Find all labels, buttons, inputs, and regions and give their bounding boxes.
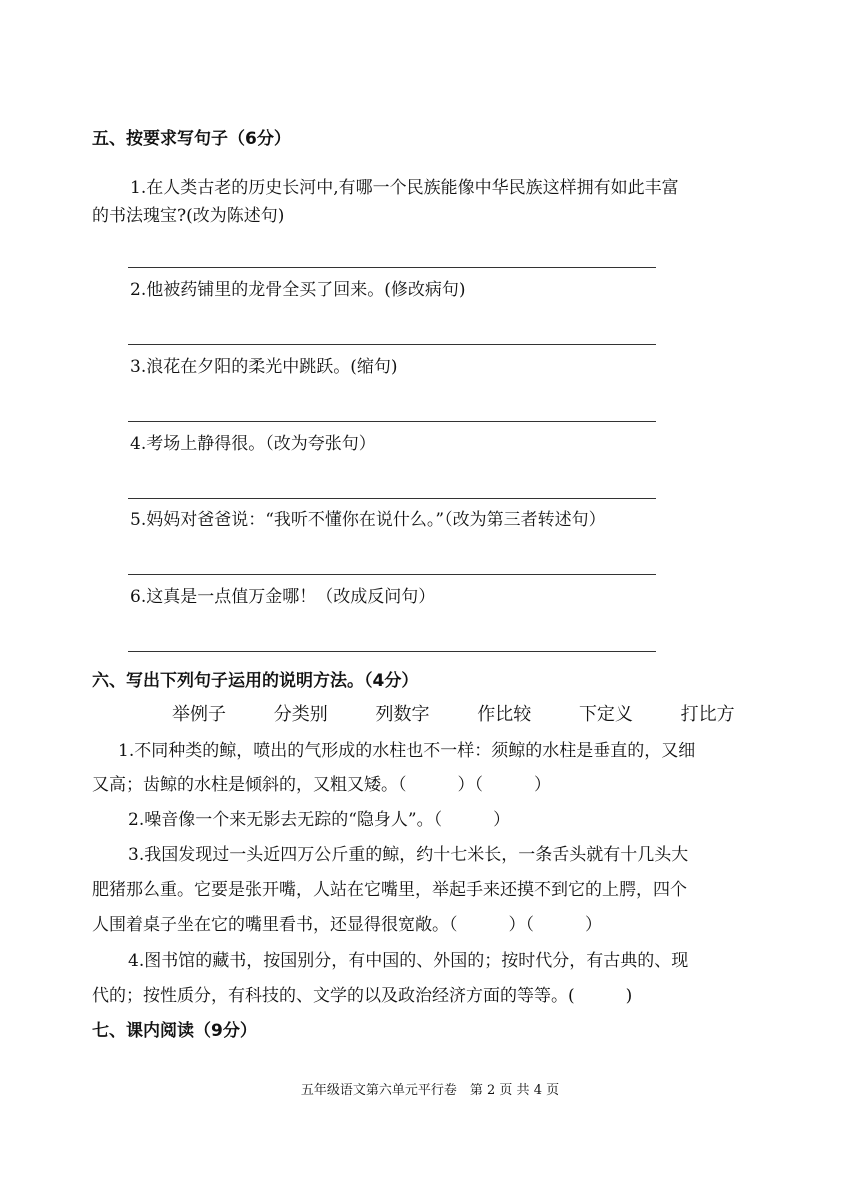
answer-line-5-5[interactable] xyxy=(128,574,656,575)
method-option: 打比方 xyxy=(680,704,735,725)
question-6-4-line-1: 4.图书馆的藏书，按国别分，有中国的、外国的；按时代分，有古典的、现 xyxy=(128,951,689,971)
answer-line-5-4[interactable] xyxy=(128,498,656,499)
question-5-5: 5.妈妈对爸爸说：“我听不懂你在说什么。”（改为第三者转述句） xyxy=(130,510,606,530)
answer-line-5-1[interactable] xyxy=(128,267,656,268)
method-option: 分类别 xyxy=(273,704,328,725)
method-option: 列数字 xyxy=(375,704,430,725)
method-options xyxy=(172,700,735,726)
section-5-heading: 五、按要求写句子（6分） xyxy=(92,129,291,149)
question-5-2: 2.他被药铺里的龙骨全买了回来。(修改病句) xyxy=(130,280,466,300)
answer-line-5-3[interactable] xyxy=(128,421,656,422)
question-6-3-line-3: 人围着桌子坐在它的嘴里看书，还显得很宽敞。（ ）（ ） xyxy=(92,915,602,935)
question-6-1-line-1: 1.不同种类的鲸，喷出的气形成的水柱也不一样：须鲸的水柱是垂直的，又细 xyxy=(118,741,696,761)
question-5-1-line-2: 的书法瑰宝?(改为陈述句) xyxy=(92,206,285,226)
question-6-3-line-2: 肥猪那么重。它要是张开嘴，人站在它嘴里，举起手来还摸不到它的上腭，四个 xyxy=(92,880,687,900)
question-5-4: 4.考场上静得很。（改为夸张句） xyxy=(130,434,376,454)
section-6-heading: 六、写出下列句子运用的说明方法。（4分） xyxy=(92,671,419,691)
method-option: 下定义 xyxy=(578,704,633,725)
question-6-3-line-1: 3.我国发现过一头近四万公斤重的鲸，约十七米长，一条舌头就有十几头大 xyxy=(128,845,689,865)
method-option: 举例子 xyxy=(172,704,226,725)
question-6-1-line-2: 又高；齿鲸的水柱是倾斜的，又粗又矮。（ ）（ ） xyxy=(92,775,551,795)
question-5-1-line-1: 1.在人类古老的历史长河中,有哪一个民族能像中华民族这样拥有如此丰富 xyxy=(130,178,679,198)
method-option: 作比较 xyxy=(477,704,532,725)
answer-line-5-6[interactable] xyxy=(128,651,656,652)
answer-line-5-2[interactable] xyxy=(128,344,656,345)
question-6-2: 2.噪音像一个来无影去无踪的“隐身人”。（ ） xyxy=(128,810,511,830)
question-5-3: 3.浪花在夕阳的柔光中跳跃。(缩句) xyxy=(130,357,398,377)
page-footer: 五年级语文第六单元平行卷 第 2 页 共 4 页 xyxy=(300,1083,560,1098)
question-5-6: 6.这真是一点值万金哪！（改成反问句） xyxy=(130,587,436,607)
section-7-heading: 七、课内阅读（9分） xyxy=(92,1021,257,1041)
question-6-4-line-2: 代的；按性质分，有科技的、文学的以及政治经济方面的等等。( ) xyxy=(92,986,633,1006)
